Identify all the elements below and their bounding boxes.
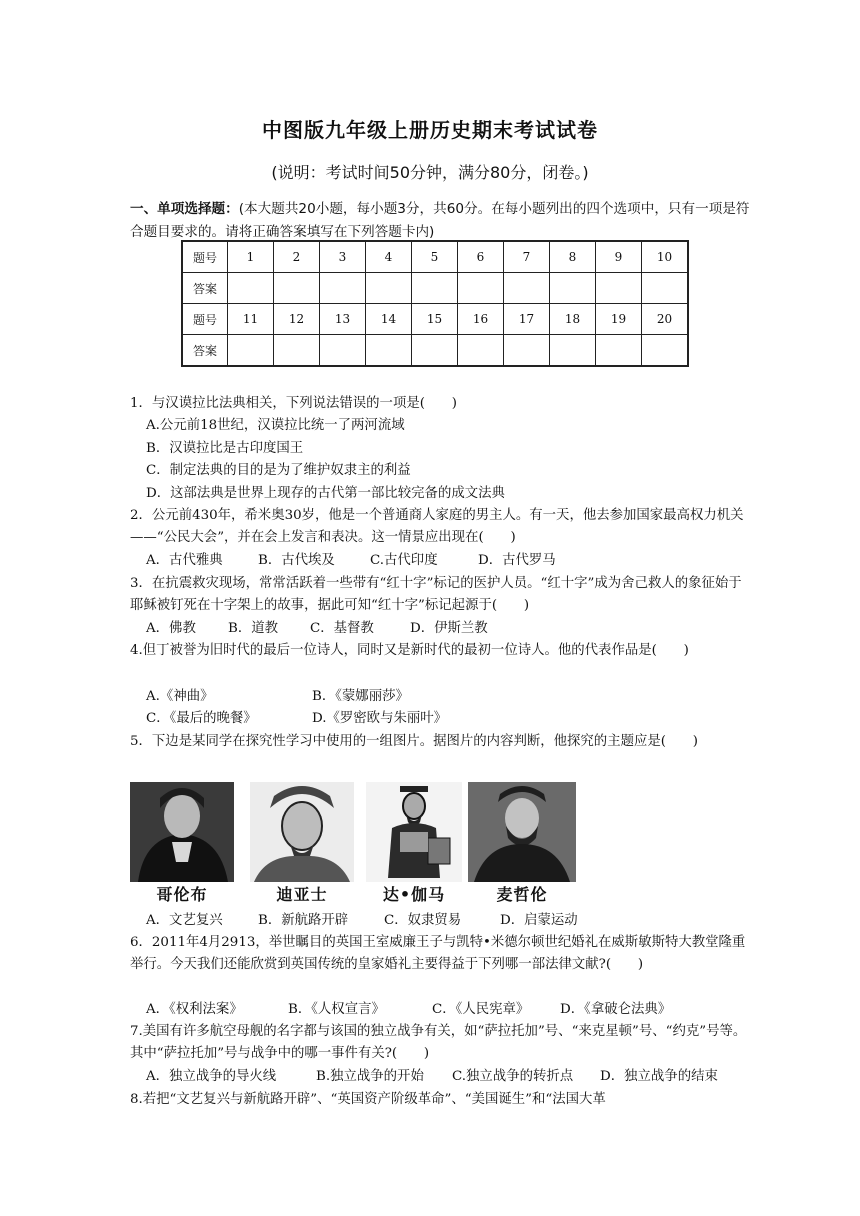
row-label: 答案 — [182, 335, 228, 367]
question-number: 16 — [458, 304, 504, 335]
caption-dias: 迪亚士 — [276, 885, 328, 904]
question-6-option-d: D．《拿破仑法典》 — [560, 1002, 672, 1017]
question-number: 1 — [228, 241, 274, 273]
table-row — [182, 241, 688, 273]
section-heading — [130, 198, 750, 244]
question-2-option-b: B．古代埃及 — [258, 553, 335, 568]
question-7-option-d: D．独立战争的结束 — [600, 1069, 718, 1084]
answer-cell[interactable] — [504, 335, 550, 367]
question-number: 14 — [366, 304, 412, 335]
caption-da-gama: 达•伽马 — [382, 885, 446, 904]
answer-cell[interactable] — [458, 335, 504, 367]
answer-cell[interactable] — [412, 335, 458, 367]
question-6-option-c: C．《人民宪章》 — [432, 1002, 530, 1017]
question-number: 11 — [228, 304, 274, 335]
answer-cell[interactable] — [458, 273, 504, 304]
table-row — [182, 335, 688, 367]
da-gama-portrait — [366, 782, 462, 882]
question-number: 3 — [320, 241, 366, 273]
question-4-option-c: C．《最后的晚餐》 — [146, 711, 257, 726]
question-number: 4 — [366, 241, 412, 273]
question-1-option-b: B．汉谟拉比是古印度国王 — [146, 441, 304, 456]
question-number: 13 — [320, 304, 366, 335]
question-5-stem: 5．下边是某同学在探究性学习中使用的一组图片。据图片的内容判断，他探究的主题应是( ) — [130, 734, 698, 749]
question-1-stem: 1．与汉谟拉比法典相关，下列说法错误的一项是( ) — [130, 396, 457, 411]
answer-cell[interactable] — [550, 335, 596, 367]
question-3-option-a: A．佛教 — [146, 621, 196, 636]
question-number: 10 — [642, 241, 689, 273]
magellan-portrait — [468, 782, 576, 882]
answer-cell[interactable] — [550, 273, 596, 304]
question-8-stem: 8.若把“文艺复兴与新航路开辟”、“英国资产阶级革命”、“美国诞生”和“法国大革 — [130, 1092, 606, 1107]
question-3-option-c: C．基督教 — [310, 621, 374, 636]
question-number: 5 — [412, 241, 458, 273]
answer-cell[interactable] — [274, 273, 320, 304]
table-row — [182, 304, 688, 335]
row-label: 题号 — [182, 304, 228, 335]
table-row — [182, 273, 688, 304]
section-label: 一、单项选择题： — [130, 201, 239, 217]
question-number: 18 — [550, 304, 596, 335]
question-4-option-b: B．《蒙娜丽莎》 — [312, 689, 409, 704]
answer-cell[interactable] — [412, 273, 458, 304]
answer-cell[interactable] — [596, 335, 642, 367]
page-title: 中图版九年级上册历史期末考试试卷 — [262, 118, 598, 142]
question-6-option-a: A．《权利法案》 — [146, 1002, 243, 1017]
question-1-option-d: D．这部法典是世界上现存的古代第一部比较完备的成文法典 — [146, 486, 505, 501]
question-6-option-b: B．《人权宣言》 — [288, 1002, 385, 1017]
question-1-option-a: A.公元前18世纪，汉谟拉比统一了两河流域 — [146, 418, 405, 433]
question-7-option-b: B.独立战争的开始 — [316, 1069, 424, 1084]
answer-sheet-table — [181, 240, 689, 367]
question-2-stem: 2．公元前430年，希米奥30岁，他是一个普通商人家庭的男主人。有一天，他去参加国家最高权力机关——“公民大会”，并在会上发言和表决。这一情景应出现在( ) — [130, 508, 744, 545]
answer-cell[interactable] — [320, 273, 366, 304]
question-3-stem: 3．在抗震救灾现场，常常活跃着一些带有“红十字”标记的医护人员。“红十字”成为舍己救人的象征始于耶稣被钉死在十字架上的故事，据此可知“红十字”标记起源于( ) — [130, 576, 742, 613]
answer-cell[interactable] — [366, 335, 412, 367]
answer-cell[interactable] — [320, 335, 366, 367]
question-number: 15 — [412, 304, 458, 335]
question-5-option-a: A．文艺复兴 — [146, 913, 223, 928]
answer-cell[interactable] — [274, 335, 320, 367]
question-3-option-b: B．道教 — [228, 621, 279, 636]
question-number: 7 — [504, 241, 550, 273]
caption-magellan: 麦哲伦 — [496, 885, 548, 904]
dias-portrait — [250, 782, 354, 882]
question-4-stem: 4.但丁被誉为旧时代的最后一位诗人，同时又是新时代的最初一位诗人。他的代表作品是( ) — [130, 643, 689, 658]
answer-cell[interactable] — [228, 335, 274, 367]
question-4-option-a: A.《神曲》 — [146, 689, 214, 704]
exam-instructions: (说明：考试时间50分钟，满分80分，闭卷。) — [271, 163, 589, 182]
question-7-option-c: C.独立战争的转折点 — [452, 1069, 574, 1084]
question-4-option-d: D.《罗密欧与朱丽叶》 — [312, 711, 448, 726]
question-number: 2 — [274, 241, 320, 273]
question-2-option-c: C.古代印度 — [370, 553, 438, 568]
row-label: 答案 — [182, 273, 228, 304]
section-description: (本大题共20小题，每小题3分，共60分。在每小题列出的四个选项中，只有一项是符合题目要求的。请将正确答案填写在下列答题卡内) — [130, 201, 750, 240]
question-number: 9 — [596, 241, 642, 273]
question-5-option-d: D．启蒙运动 — [500, 913, 578, 928]
answer-cell[interactable] — [228, 273, 274, 304]
question-number: 17 — [504, 304, 550, 335]
answer-cell[interactable] — [504, 273, 550, 304]
question-7-stem: 7.美国有许多航空母舰的名字都与该国的独立战争有关，如“萨拉托加”号、“来克星顿”号、“约克”号等。其中“萨拉托加”号与战争中的哪一事件有关?( ) — [130, 1024, 747, 1061]
question-number: 6 — [458, 241, 504, 273]
question-2-option-d: D．古代罗马 — [478, 553, 556, 568]
question-number: 12 — [274, 304, 320, 335]
explorer-portraits — [130, 782, 580, 904]
answer-cell[interactable] — [642, 335, 689, 367]
question-1-option-c: C．制定法典的目的是为了维护奴隶主的利益 — [146, 463, 411, 478]
question-number: 20 — [642, 304, 689, 335]
columbus-portrait — [130, 782, 234, 882]
question-number: 19 — [596, 304, 642, 335]
question-7-option-a: A．独立战争的导火线 — [146, 1069, 277, 1084]
question-6-stem: 6．2011年4月2913，举世瞩目的英国王室威廉王子与凯特•米德尔顿世纪婚礼在威斯敏斯特大教堂隆重举行。今天我们还能欣赏到英国传统的皇家婚礼主要得益于下列哪一部法律文献?( ) — [130, 935, 746, 972]
row-label: 题号 — [182, 241, 228, 273]
question-5-option-c: C．奴隶贸易 — [384, 913, 462, 928]
question-3-option-d: D．伊斯兰教 — [410, 621, 488, 636]
answer-cell[interactable] — [366, 273, 412, 304]
caption-columbus: 哥伦布 — [156, 885, 208, 904]
question-5-option-b: B．新航路开辟 — [258, 913, 349, 928]
answer-cell[interactable] — [642, 273, 689, 304]
answer-cell[interactable] — [596, 273, 642, 304]
question-2-option-a: A．古代雅典 — [146, 553, 223, 568]
question-number: 8 — [550, 241, 596, 273]
